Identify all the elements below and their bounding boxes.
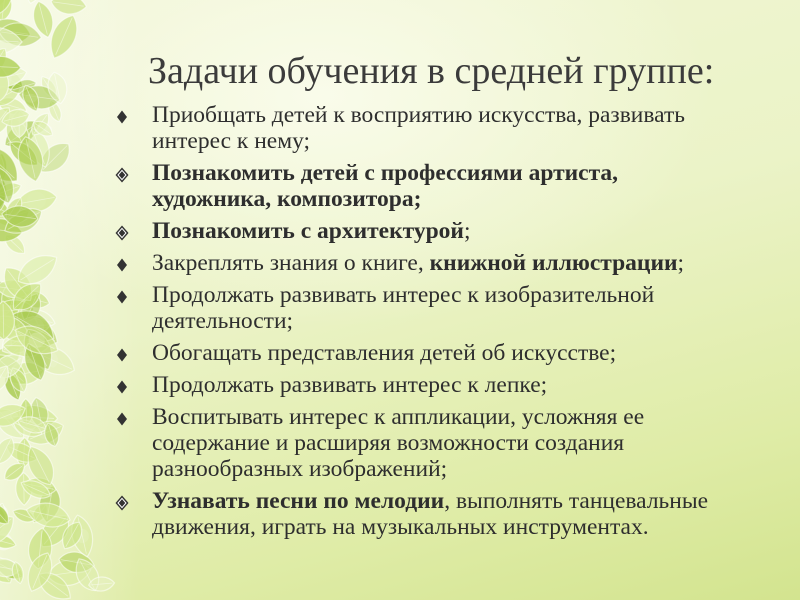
item-line: [152, 515, 708, 541]
list-item: [152, 219, 708, 245]
diamond-bullet-icon: [116, 109, 130, 125]
diamond-shape: [116, 411, 128, 427]
item-text: деятельности;: [152, 307, 294, 334]
list-item: [152, 103, 708, 155]
item-line: [152, 309, 708, 335]
item-text: Продолжать развивать интерес к лепке;: [152, 371, 548, 398]
item-line: [152, 283, 708, 309]
bullet-list: [152, 103, 708, 547]
diamond-bullet-icon: [116, 289, 130, 305]
item-text: интерес к нему;: [152, 127, 311, 154]
outlined-diamond-bullet-icon: [115, 167, 129, 183]
item-line: [152, 489, 708, 515]
outlined-diamond-bullet-icon: [115, 225, 129, 241]
item-text: ;: [677, 249, 685, 276]
item-text: ;: [463, 217, 471, 244]
item-text: разнообразных изображений;: [152, 455, 448, 482]
diamond-shape: [116, 257, 128, 273]
item-text: книжной иллюстрации: [429, 249, 678, 276]
diamond-shape: [116, 289, 128, 305]
item-text: Закреплять знания о книге,: [152, 249, 430, 276]
diamond-bullet-icon: [116, 347, 130, 363]
item-line: [152, 187, 708, 213]
item-text: художника, композитора;: [152, 185, 422, 212]
list-item: [152, 161, 708, 213]
item-text: содержание и расширяя возможности создания: [152, 429, 625, 456]
list-item: [152, 341, 708, 367]
leaf-icon: [20, 596, 56, 600]
diamond-bullet-icon: [116, 257, 130, 273]
item-text: Познакомить с архитектурой: [152, 217, 464, 244]
outlined-diamond-bullet-icon: [115, 495, 129, 511]
outlined-diamond-shape: [115, 495, 129, 511]
diamond-bullet-icon: [116, 379, 130, 395]
item-text: Продолжать развивать интерес к изобразительной: [152, 281, 655, 308]
item-text: Узнавать песни по мелодии: [152, 487, 445, 514]
item-text: Познакомить детей с профессиями артиста,: [152, 159, 619, 186]
item-text: Воспитывать интерес к аппликации, усложняя ее: [152, 404, 645, 431]
item-line: [152, 341, 708, 367]
list-item: [152, 489, 708, 541]
item-line: [152, 457, 708, 483]
item-line: [152, 251, 708, 277]
outlined-diamond-shape: [115, 225, 129, 241]
item-line: [152, 373, 708, 399]
item-line: [152, 103, 708, 129]
leaf-icon: [50, 0, 88, 16]
item-text: Обогащать представления детей об искусстве;: [152, 339, 617, 366]
diamond-shape: [116, 347, 128, 363]
list-item: [152, 251, 708, 277]
item-line: [152, 405, 708, 431]
diamond-shape: [116, 379, 128, 395]
item-line: [152, 129, 708, 155]
item-text: Приобщать детей к восприятию искусства, развивать: [152, 102, 685, 128]
list-item: [152, 405, 708, 482]
slide-title: Задачи обучения в средней группе:: [148, 50, 715, 92]
item-text: движения, играть на музыкальных инструментах.: [152, 513, 649, 540]
list-item: [152, 373, 708, 399]
diamond-shape: [116, 109, 128, 125]
item-line: [152, 431, 708, 457]
diamond-bullet-icon: [116, 411, 130, 427]
leaf-icon: [0, 588, 16, 600]
item-line: [152, 161, 708, 187]
item-text: , выполнять танцевальные: [444, 487, 709, 514]
item-line: [152, 219, 708, 245]
outlined-diamond-shape: [115, 167, 129, 183]
list-item: [152, 283, 708, 335]
